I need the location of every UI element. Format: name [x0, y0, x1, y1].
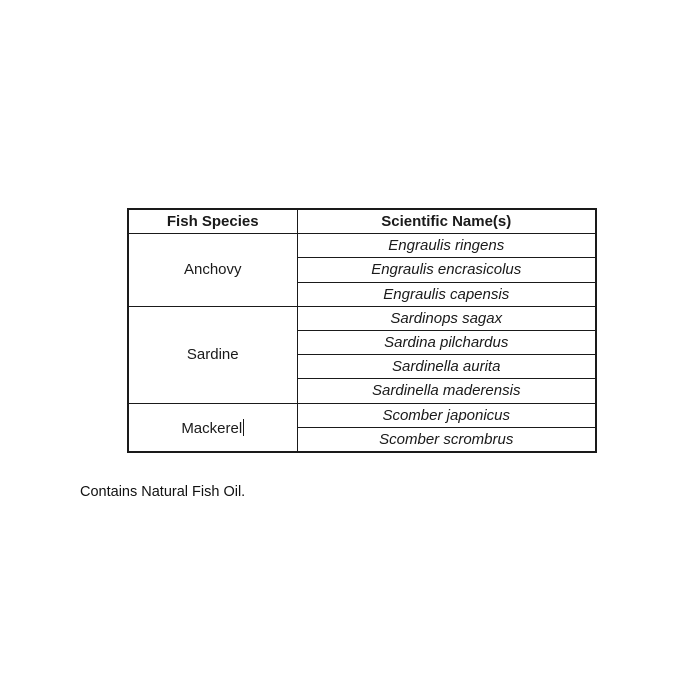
header-fish-species: Fish Species [128, 209, 297, 234]
scientific-name: Sardinella aurita [297, 355, 596, 379]
scientific-name: Engraulis encrasicolus [297, 258, 596, 282]
table-row [128, 403, 596, 427]
species-anchovy: Anchovy [128, 234, 297, 307]
fish-species-table-container [127, 208, 595, 453]
fish-species-table [127, 208, 597, 453]
text-cursor-icon [243, 419, 244, 436]
footnote-text: Contains Natural Fish Oil. [80, 484, 246, 500]
table-header-row [128, 209, 596, 234]
scientific-name: Scomber japonicus [297, 403, 596, 427]
scientific-name: Engraulis capensis [297, 282, 596, 306]
header-scientific-names: Scientific Name(s) [297, 209, 596, 234]
species-mackerel [128, 403, 297, 452]
scientific-name: Engraulis ringens [297, 234, 596, 258]
species-mackerel-label: Mackerel [181, 419, 243, 437]
scientific-name: Sardinops sagax [297, 306, 596, 330]
scientific-name: Sardina pilchardus [297, 330, 596, 354]
table-row [128, 234, 596, 258]
scientific-name: Sardinella maderensis [297, 379, 596, 403]
table-row [128, 306, 596, 330]
species-sardine: Sardine [128, 306, 297, 403]
scientific-name: Scomber scrombrus [297, 427, 596, 452]
